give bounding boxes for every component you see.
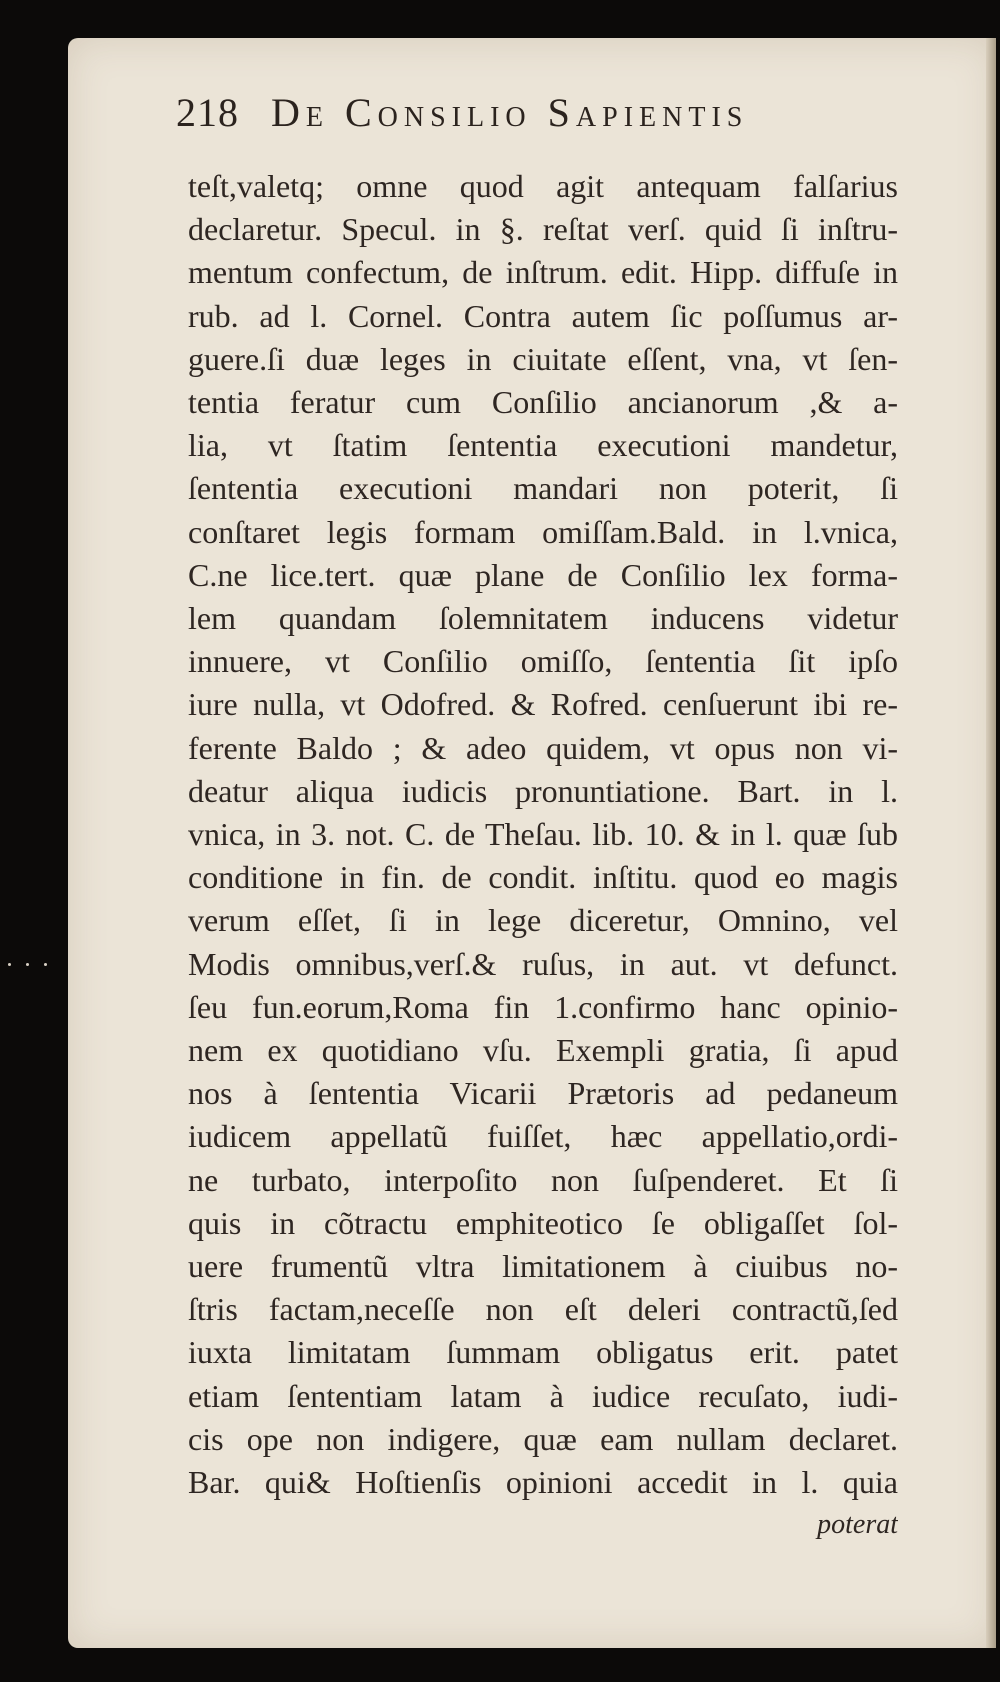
running-title: De Consilio Sapientis <box>271 90 749 135</box>
text-line: iure nulla, vt Odofred. & Rofred. cenſuerunt ibi re- <box>188 686 898 723</box>
text-line: ferente Baldo ; & adeo quidem, vt opus non vi- <box>188 729 898 766</box>
text-line: deatur aliqua iudicis pronuntiatione. Bart. in l. <box>188 772 898 809</box>
text-line: Modis omnibus,verſ.& ruſus, in aut. vt defunct. <box>188 945 898 982</box>
text-line: rub. ad l. Cornel. Contra autem ſic poſſumus ar- <box>188 297 898 334</box>
text-line: declaretur. Specul. in §. reſtat verſ. quid ſi inſtru- <box>188 211 898 248</box>
text-line: verum eſſet, ſi in lege diceretur, Omnino, vel <box>188 902 898 939</box>
text-line: poterat <box>817 1509 898 1541</box>
text-line: nem ex quotidiano vſu. Exempli gratia, ſi apud <box>188 1032 898 1068</box>
binding-dots <box>0 955 60 975</box>
text-line: ne turbato, interpoſito non ſuſpenderet. Et ſi <box>188 1161 898 1198</box>
page-number: 218 <box>176 90 239 135</box>
text-line: quis in cõtractu emphiteotico ſe obligaſſet ſol- <box>188 1204 898 1241</box>
text-line: innuere, vt Conſilio omiſſo, ſententia ſit ipſo <box>188 643 898 680</box>
text-line: lia, vt ſtatim ſententia executioni mandetur, <box>188 427 898 464</box>
text-line: guere.ſi duæ leges in ciuitate eſſent, vna, vt ſen- <box>188 340 898 377</box>
text-line: vnica, in 3. not. C. de Theſau. lib. 10. & in l. quæ ſub <box>188 816 898 852</box>
text-line: conſtaret legis formam omiſſam.Bald. in l.vnica, <box>188 513 898 550</box>
text-line: teſt,valetq; omne quod agit antequam falſarius <box>188 168 898 204</box>
text-line: ſeu fun.eorum,Roma fin 1.confirmo hanc opinio- <box>188 988 898 1025</box>
text-line: iudicem appellatũ fuiſſet, hæc appellatio,ordi- <box>188 1118 898 1155</box>
text-line: tentia feratur cum Conſilio ancianorum ,& a- <box>188 384 898 420</box>
page-edge <box>986 38 996 1648</box>
text-line: Bar. qui& Hoſtienſis opinioni accedit in l. quia <box>188 1464 898 1500</box>
text-line: cis ope non indigere, quæ eam nullam declaret. <box>188 1420 898 1457</box>
text-line: lem quandam ſolemnitatem inducens videtur <box>188 600 898 636</box>
running-head <box>176 75 936 155</box>
text-line: mentum confectum, de inſtrum. edit. Hipp. diffuſe in <box>188 254 898 291</box>
text-line: nos à ſententia Vicarii Prætoris ad pedaneum <box>188 1075 898 1112</box>
text-line: ſententia executioni mandari non poterit, ſi <box>188 470 898 507</box>
text-line: iuxta limitatam ſummam obligatus erit. patet <box>188 1334 898 1371</box>
text-line: C.ne lice.tert. quæ plane de Conſilio lex forma- <box>188 556 898 593</box>
text-line: etiam ſententiam latam à iudice recuſato, iudi- <box>188 1377 898 1414</box>
text-line: uere frumentũ vltra limitationem à ciuibus no- <box>188 1248 898 1284</box>
text-line: conditione in fin. de condit. inſtitu. quod eo magis <box>188 859 898 896</box>
text-line: ſtris factam,neceſſe non eſt deleri contractũ,ſed <box>188 1291 898 1328</box>
